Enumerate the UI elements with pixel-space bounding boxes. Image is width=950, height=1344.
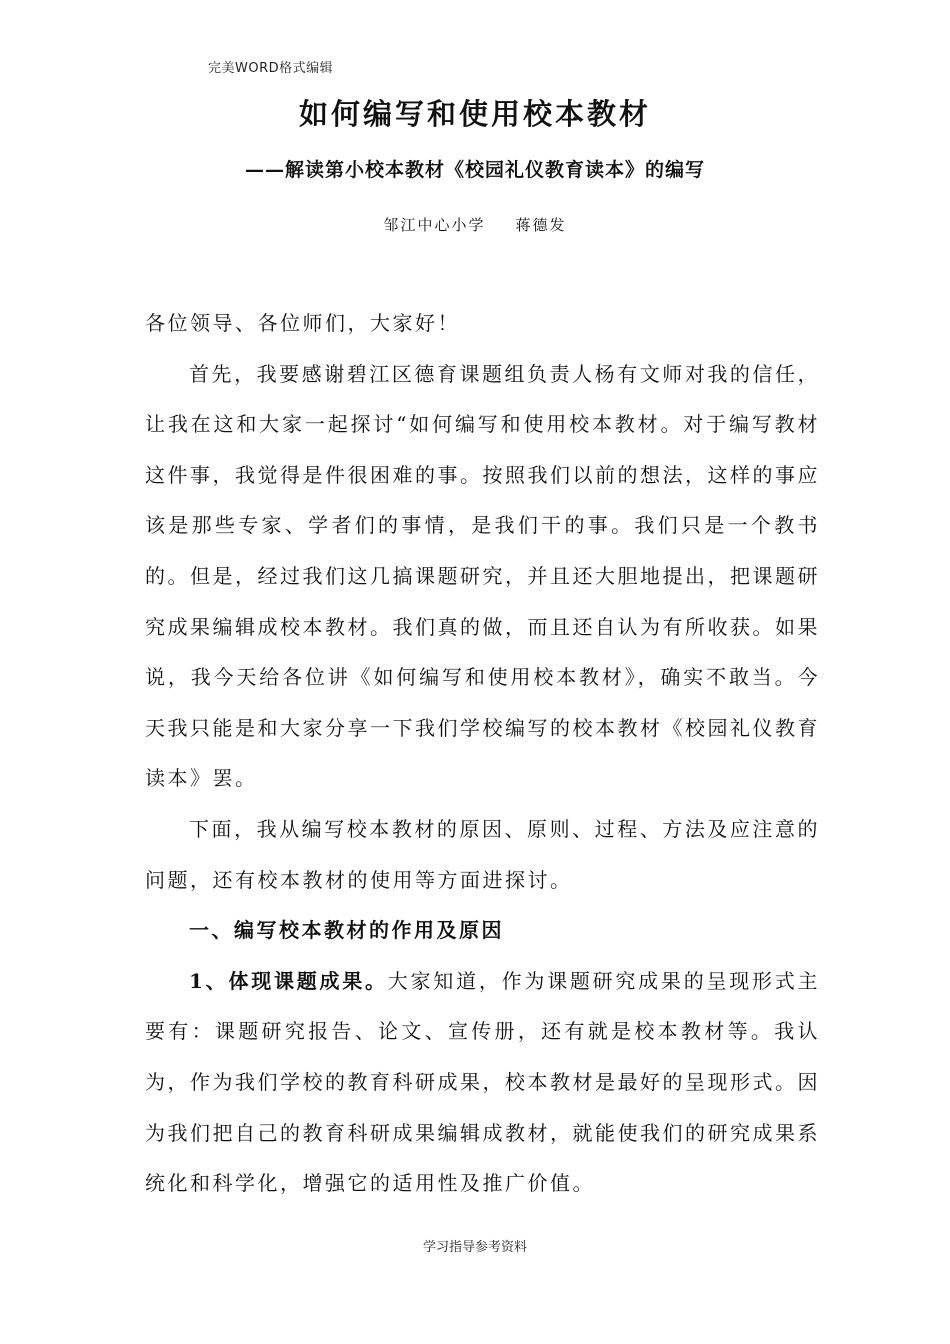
- section-heading-1: 一、编写校本教材的作用及原因: [189, 918, 504, 943]
- footer-note: 学习指导参考资料: [422, 1240, 527, 1255]
- paragraph-outline: 下面，我从编写校本教材的原因、原则、过程、方法及应注意的问题，还有校本教材的使用等方面进探讨。: [145, 816, 820, 892]
- header-note: 完美WORD格式编辑: [208, 61, 334, 76]
- list-item-1-text: 大家知道，作为课题研究成果的呈现形式主要有：课题研究报告、论文、宣传册，还有就是校本教材等。我认为，作为我们学校的教育科研成果，校本教材是最好的呈现形式。因为我们把自己的教育科研成果编辑成教材，就能使我们的研究成果系统化和科学化，增强它的适用性及推广价值。: [145, 968, 820, 1196]
- document-title: 如何编写和使用校本教材: [298, 97, 651, 131]
- paragraph-intro: 首先，我要感谢碧江区德育课题组负责人杨有文师对我的信任，让我在这和大家一起探讨“如何编写和使用校本教材。对于编写教材这件事，我觉得是件很困难的事。按照我们以前的想法，这样的事应该是那些专家、学者们的事情，是我们干的事。我们只是一个教书的。但是，经过我们这几搞课题研究，并且还大胆地提出，把课题研究成果编辑成校本教材。我们真的做，而且还自认为有所收获。如果说，我今天给各位讲《如何编写和使用校本教材》，确实不敢当。今天我只能是和大家分享一下我们学校编写的校本教材《校园礼仪教育读本》罢。: [145, 361, 820, 791]
- list-item-1: [145, 956, 820, 1209]
- author-name: 蒋德发: [515, 216, 567, 234]
- document-subtitle: ——解读第小校本教材《校园礼仪教育读本》的编写: [244, 159, 705, 181]
- author-line: [0, 214, 950, 235]
- document-body: [145, 298, 820, 1209]
- author-school: 邹江中心小学: [383, 216, 486, 234]
- greeting: 各位领导、各位师们，大家好！: [145, 311, 460, 335]
- list-item-1-label: 1、体现课题成果。: [189, 968, 388, 993]
